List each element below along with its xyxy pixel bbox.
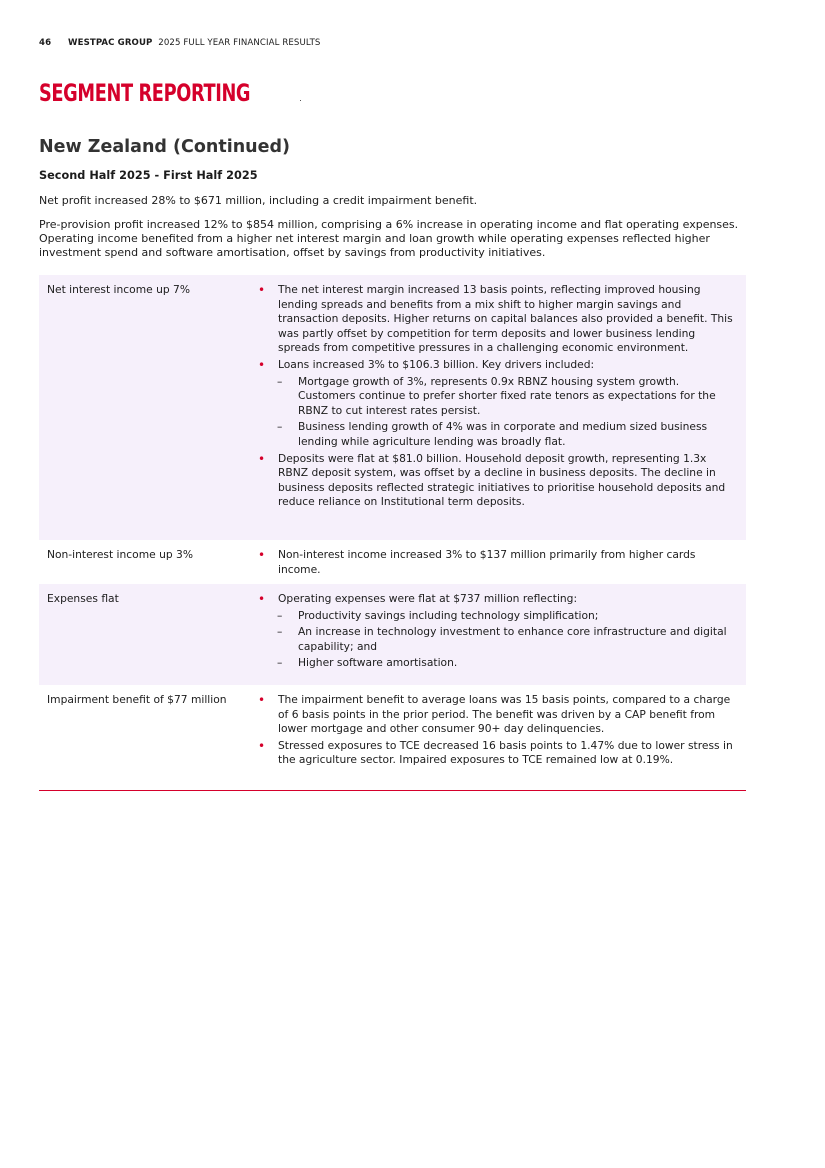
section-title: SEGMENT REPORTING	[39, 79, 251, 107]
row-content	[251, 685, 746, 790]
row-content	[251, 540, 746, 584]
table-row-impairment	[39, 685, 746, 790]
period-heading: Second Half 2025 - First Half 2025	[39, 169, 258, 182]
list-item: • Deposits were flat at $81.0 billion. Household deposit growth, representing 1.3x RBNZ deposit system, was offset by a decline in business deposits. The decline in business deposits reflected strategic initiatives to prioritise household deposits and reduce reliance on Institutional term deposits.	[251, 452, 738, 510]
sub-list-item: – Mortgage growth of 3%, represents 0.9x RBNZ housing system growth. Customers continue to prefer shorter fixed rate tenors as expectations for the RBNZ to cut interest rates persist.	[251, 375, 738, 419]
sub-list-item: – Productivity savings including technology simplification;	[251, 609, 738, 624]
list-item: • Loans increased 3% to $106.3 billion. Key drivers included:	[251, 358, 738, 373]
row-label: Non-interest income up 3%	[47, 548, 194, 561]
sub-list-item: – An increase in technology investment to enhance core infrastructure and digital capability; and	[251, 625, 738, 654]
sub-list-item: – Business lending growth of 4% was in corporate and medium sized business lending while agriculture lending was broadly flat.	[251, 420, 738, 449]
pre-provision-paragraph: Pre-provision profit increased 12% to $854 million, comprising a 6% increase in operating income and flat operating expenses. Operating income benefited from a higher net interest margin and loan growth while operating expenses reflected higher investment spend and software amortisation, offset by savings from productivity initiatives.	[39, 218, 739, 259]
segment-table	[39, 275, 746, 791]
row-content	[251, 275, 746, 540]
list-item: • The impairment benefit to average loans was 15 basis points, compared to a charge of 6 basis points in the prior period. The benefit was driven by a CAP benefit from lower mortgage and other consumer 90+ day delinquencies.	[251, 693, 738, 737]
decorative-dot	[300, 100, 301, 101]
list-item: • Non-interest income increased 3% to $137 million primarily from higher cards income.	[251, 548, 738, 577]
page-number: 46	[39, 38, 52, 48]
row-label: Expenses flat	[47, 592, 119, 605]
table-row-non-interest-income	[39, 540, 746, 584]
page-header	[39, 38, 321, 48]
row-label: Impairment benefit of $77 million	[47, 693, 227, 706]
row-content	[251, 584, 746, 685]
page-subtitle: New Zealand (Continued)	[39, 137, 291, 157]
net-profit-paragraph: Net profit increased 28% to $671 million, including a credit impairment benefit.	[39, 194, 478, 207]
report-title: 2025 FULL YEAR FINANCIAL RESULTS	[158, 38, 321, 48]
brand-name: WESTPAC GROUP	[68, 38, 153, 48]
table-row-net-interest-income	[39, 275, 746, 540]
list-item: • The net interest margin increased 13 basis points, reflecting improved housing lending spreads and benefits from a mix shift to higher margin savings and transaction deposits. Higher returns on capital balances also provided a benefit. This was partly offset by competition for term deposits and lower business lending spreads from competitive pressures in a challenging economic environment.	[251, 283, 738, 356]
list-item: • Operating expenses were flat at $737 million reflecting:	[251, 592, 738, 607]
list-item: • Stressed exposures to TCE decreased 16 basis points to 1.47% due to lower stress in the agriculture sector. Impaired exposures to TCE remained low at 0.19%.	[251, 739, 738, 768]
sub-list-item: – Higher software amortisation.	[251, 656, 738, 671]
table-row-expenses	[39, 584, 746, 685]
row-label: Net interest income up 7%	[47, 283, 191, 296]
